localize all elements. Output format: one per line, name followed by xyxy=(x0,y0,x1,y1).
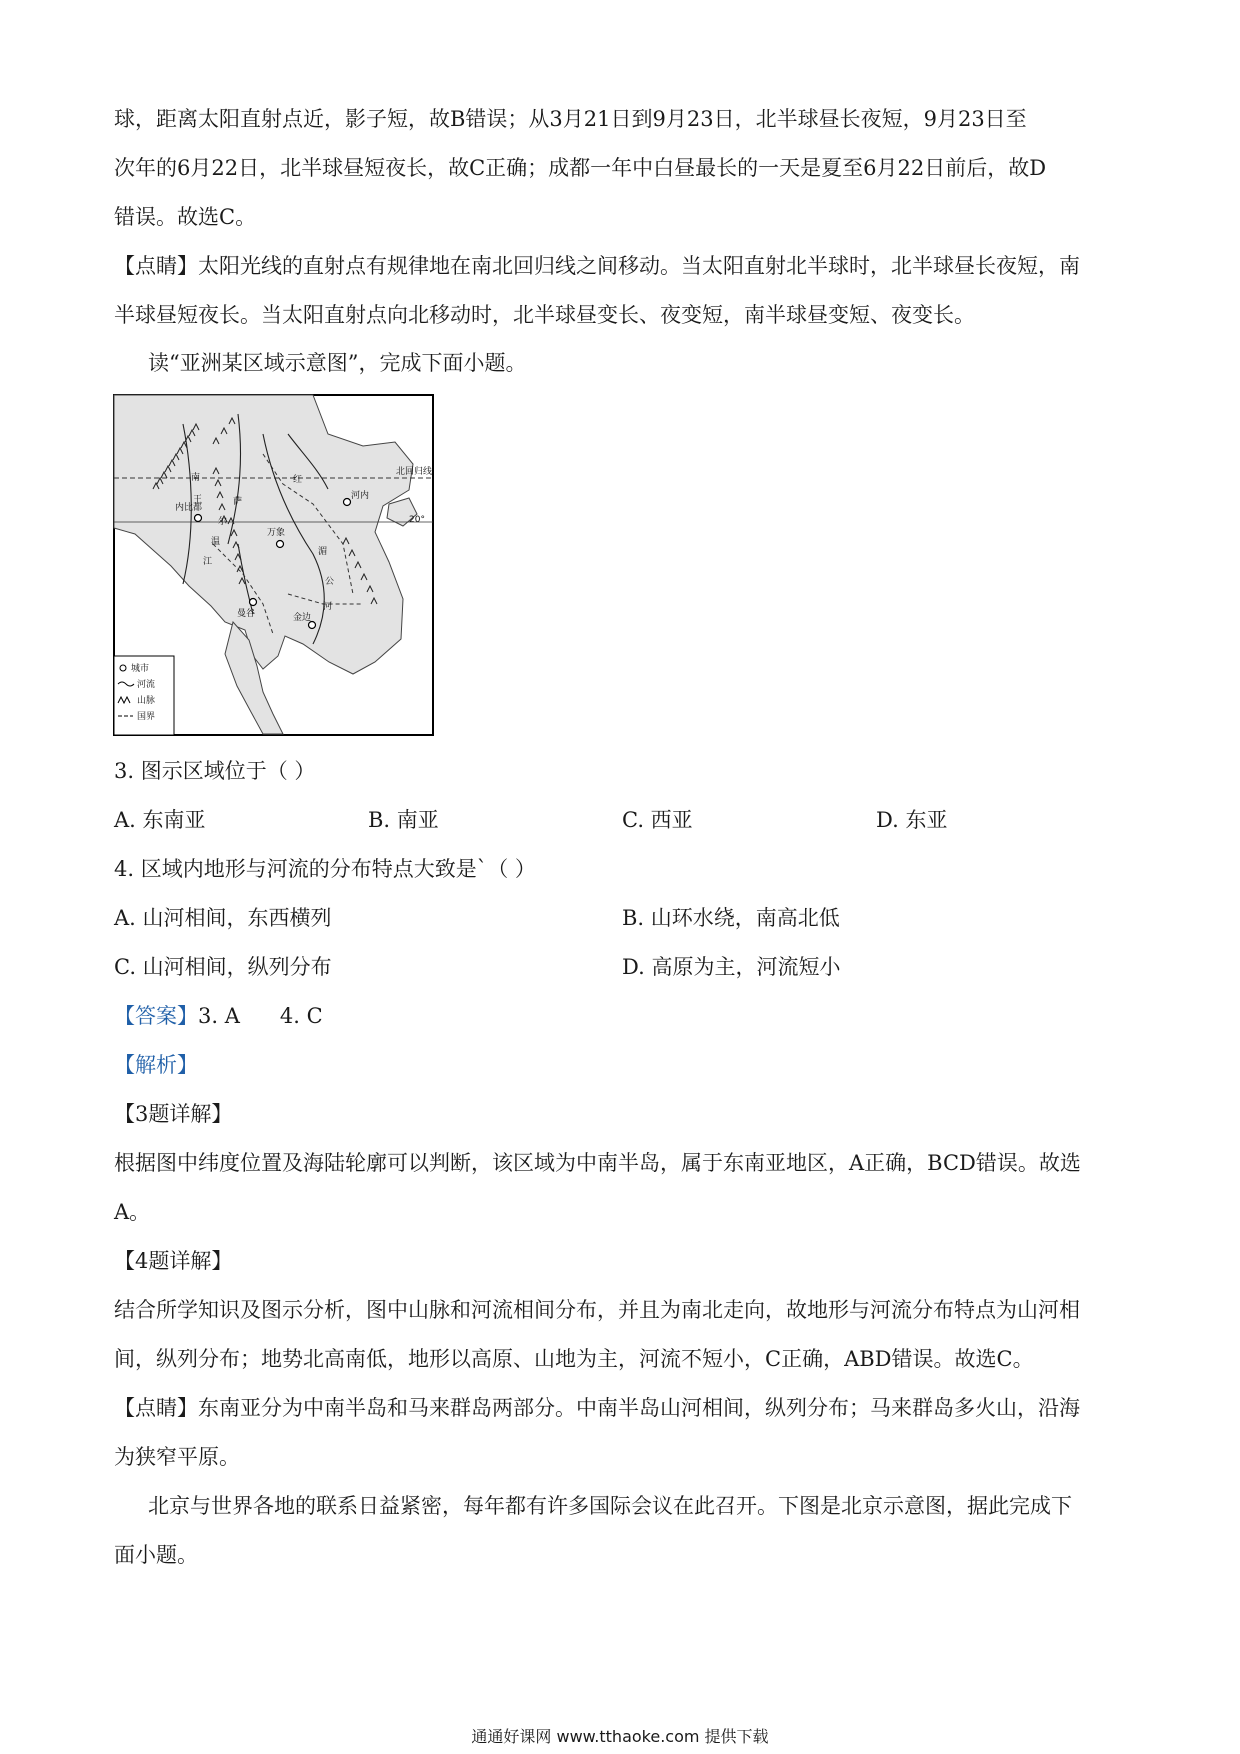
city-label-hanoi: 河内 xyxy=(351,491,370,501)
q4-option-a: A. 山河相间，东西横列 xyxy=(114,906,332,930)
map-label: 江 xyxy=(203,557,213,567)
question-intro: 读“亚洲某区域示意图”，完成下面小题。 xyxy=(148,351,527,375)
map-label: 红 xyxy=(293,475,303,485)
map-label: 尔 xyxy=(218,517,228,527)
question-intro: 北京与世界各地的联系日益紧密，每年都有许多国际会议在此召开。下图是北京示意图，据此完成下 xyxy=(148,1494,1072,1518)
q3-option-b: B. 南亚 xyxy=(368,808,439,832)
asia-region-map xyxy=(113,394,434,736)
dianjing-tag: 【点睛】 xyxy=(114,1396,198,1420)
city-label-bangkok: 曼谷 xyxy=(237,609,256,619)
legend-city: 城市 xyxy=(131,664,150,674)
detail-3-title: 【3题详解】 xyxy=(114,1102,233,1126)
q4-option-c: C. 山河相间，纵列分布 xyxy=(114,955,332,979)
legend-border: 国界 xyxy=(137,712,156,722)
q3-option-c: C. 西亚 xyxy=(622,808,693,832)
map-label: 公 xyxy=(325,577,335,587)
city-label-naypyidaw: 内比都 xyxy=(175,503,203,513)
map-label: 南 xyxy=(191,473,201,483)
question-3-stem: 3. 图示区域位于（ ） xyxy=(114,759,316,783)
dianjing-paragraph xyxy=(114,256,1080,277)
city-label-phnompenh: 金边 xyxy=(293,613,312,623)
dianjing-paragraph xyxy=(114,1398,1080,1419)
question-4-stem: 4. 区域内地形与河流的分布特点大致是`（ ） xyxy=(114,857,536,881)
q4-option-b: B. 山环水绕，南高北低 xyxy=(622,906,840,930)
tropic-label: 北回归线 xyxy=(396,467,433,477)
detail-4-title: 【4题详解】 xyxy=(114,1249,233,1273)
q4-option-d: D. 高原为主，河流短小 xyxy=(622,955,841,979)
answer-line xyxy=(114,1006,323,1027)
map-label: 河 xyxy=(323,602,333,612)
paragraph-line: 根据图中纬度位置及海陆轮廓可以判断，该区域为中南半岛，属于东南亚地区，A正确，BCD错误。故选 xyxy=(114,1151,1081,1175)
paragraph-line: 结合所学知识及图示分析，图中山脉和河流相间分布，并且为南北走向，故地形与河流分布特点为山河相 xyxy=(114,1298,1080,1322)
q3-option-a: A. 东南亚 xyxy=(114,808,206,832)
paragraph-line: 为狭窄平原。 xyxy=(114,1445,240,1469)
paragraph-line: 次年的6月22日，北半球昼短夜长，故C正确；成都一年中白昼最长的一天是夏至6月22日前后，故D xyxy=(114,156,1047,180)
city-label-vientiane: 万象 xyxy=(267,528,286,538)
page-footer: 通通好课网 www.tthaoke.com 提供下载 xyxy=(471,1727,769,1746)
answer-tag: 【答案】 xyxy=(114,1004,198,1028)
paragraph-line: 面小题。 xyxy=(114,1543,198,1567)
paragraph-line: 错误。故选C。 xyxy=(114,205,257,229)
paragraph-line: A。 xyxy=(114,1200,151,1224)
analysis-tag: 【解析】 xyxy=(114,1053,198,1077)
map-legend xyxy=(114,656,174,735)
map-label: 萨 xyxy=(233,497,243,507)
map-label: 温 xyxy=(211,537,221,547)
legend-mountain: 山脉 xyxy=(137,696,156,706)
dianjing-text: 东南亚分为中南半岛和马来群岛两部分。中南半岛山河相间，纵列分布；马来群岛多火山，沿海 xyxy=(198,1396,1080,1420)
paragraph-line: 间，纵列分布；地势北高南低，地形以高原、山地为主，河流不短小，C正确，ABD错误。故选C。 xyxy=(114,1347,1034,1371)
map-label: 王 xyxy=(193,495,203,505)
answer-value: 3. A 4. C xyxy=(198,1004,323,1028)
legend-river: 河流 xyxy=(137,680,156,690)
map-label: 湄 xyxy=(318,547,328,557)
dianjing-text: 太阳光线的直射点有规律地在南北回归线之间移动。当太阳直射北半球时，北半球昼长夜短，南 xyxy=(198,254,1080,278)
paragraph-line: 半球昼短夜长。当太阳直射点向北移动时，北半球昼变长、夜变短，南半球昼变短、夜变长。 xyxy=(114,303,975,327)
latitude-label: 20° xyxy=(409,515,425,525)
dianjing-tag: 【点睛】 xyxy=(114,254,198,278)
paragraph-line: 球，距离太阳直射点近，影子短，故B错误；从3月21日到9月23日，北半球昼长夜短，9月23日至 xyxy=(114,107,1027,131)
q3-option-d: D. 东亚 xyxy=(876,808,948,832)
